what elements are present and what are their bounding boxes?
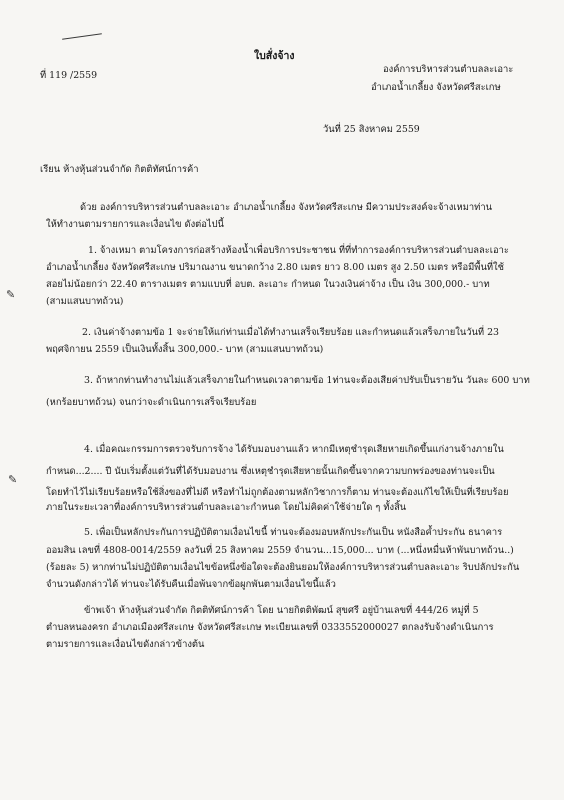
item-5-line: (ร้อยละ 5) หากท่านไม่ปฏิบัติตามเงื่อนไขข้อหนึ่งข้อใดจะต้องยินยอมให้องค์การบริหารส่วนตำบลละเอาะ ริบปลักประกัน <box>46 562 520 573</box>
item-1-line: อำเภอน้ำเกลี้ยง จังหวัดศรีสะเกษ ปริมาณงาน ขนาดกว้าง 2.80 เมตร ยาว 8.00 เมตร สูง 2.50 เมตร หรือมีพื้นที่ใช้ <box>46 262 504 273</box>
item-1-line: 1. จ้างเหมา ตามโครงการก่อสร้างห้องน้ำเพื่อบริการประชาชน ที่ที่ทำการองค์การบริหารส่วนตำบลละเอาะ <box>88 245 509 256</box>
closing-line: ข้าพเจ้า ห้างหุ้นส่วนจำกัด กิตติทัศน์การค้า โดย นายกิตติพัฒน์ สุขศรี อยู่บ้านเลขที่ 444/26 หมู่ที่ 5 <box>84 605 479 616</box>
item-5-line: 5. เพื่อเป็นหลักประกันการปฏิบัติตามเงื่อนไขนี้ ท่านจะต้องมอบหลักประกันเป็น หนังสือค้ำประกัน ธนาคาร <box>84 527 503 538</box>
item-2-line: 2. เงินค่าจ้างตามข้อ 1 จะจ่ายให้แก่ท่านเมื่อได้ทำงานเสร็จเรียบร้อย และกำหนดแล้วเสร็จภายในวันที่ 23 <box>82 327 500 338</box>
recipient: เรียน ห้างหุ้นส่วนจำกัด กิตติทัศน์การค้า <box>40 164 199 175</box>
item-3-line: (หกร้อยบาทถ้วน) จนกว่าจะดำเนินการเสร็จเรียบร้อย <box>46 397 257 408</box>
item-4-line: โดยทำไว้ไม่เรียบร้อยหรือใช้สิ่งของที่ไม่ดี หรือทำไม่ถูกต้องตามหลักวิชาการก็ตาม ท่านจะต้องแก้ไขให้เป็นที่เรียบร้อย <box>46 487 509 498</box>
organization-address: อำเภอน้ำเกลี้ยง จังหวัดศรีสะเกษ <box>371 82 501 93</box>
scan-blot: ✎ <box>6 288 16 301</box>
intro-line: ให้ทำงานตามรายการและเงื่อนไข ดังต่อไปนี้ <box>46 219 224 230</box>
scan-mark <box>62 33 102 40</box>
document-title: ใบสั่งจ้าง <box>254 50 295 62</box>
item-5-line: ออมสิน เลขที่ 4808-0014/2559 ลงวันที่ 25 สิงหาคม 2559 จำนวน...15,000... บาท (...หนึ่งหมื่นห้าพันบาทถ้วน..) <box>46 545 514 556</box>
item-4-line: 4. เมื่อคณะกรรมการตรวจรับการจ้าง ได้รับมอบงานแล้ว หากมีเหตุชำรุดเสียหายเกิดขึ้นแก่งานจ้างภายใน <box>84 444 504 455</box>
intro-line: ด้วย องค์การบริหารส่วนตำบลละเอาะ อำเภอน้ำเกลี้ยง จังหวัดศรีสะเกษ มีความประสงค์จะจ้างเหมาท่าน <box>80 202 493 213</box>
reference-number: ที่ 119 /2559 <box>40 70 98 81</box>
closing-line: ตามรายการและเงื่อนไขดังกล่าวข้างต้น <box>46 639 205 650</box>
item-4-line: ภายในระยะเวลาที่องค์การบริหารส่วนตำบลละเอาะกำหนด โดยไม่คิดค่าใช้จ่ายใด ๆ ทั้งสิ้น <box>46 502 407 513</box>
closing-line: ตำบลหนองครก อำเภอเมืองศรีสะเกษ จังหวัดศรีสะเกษ ทะเบียนเลขที่ 0333552000027 ตกลงรับจ้างดำเนินการ <box>46 622 494 633</box>
item-4-line: กำหนด...2.... ปี นับเริ่มตั้งแต่วันที่ได้รับมอบงาน ซึ่งเหตุชำรุดเสียหายนั้นเกิดขึ้นจากความบกพร่องของท่านจะเป็น <box>46 466 495 477</box>
item-1-line: สอยไม่น้อยกว่า 22.40 ตารางเมตร ตามแบบที่ อบต. ละเอาะ กำหนด ในวงเงินค่าจ้าง เป็น เงิน 300,000.- บาท <box>46 279 490 290</box>
item-2-line: พฤศจิกายน 2559 เป็นเงินทั้งสิ้น 300,000.- บาท (สามแสนบาทถ้วน) <box>46 344 324 355</box>
item-3-line: 3. ถ้าหากท่านทำงานไม่แล้วเสร็จภายในกำหนดเวลาตามข้อ 1ท่านจะต้องเสียค่าปรับเป็นรายวัน วันละ 600 บาท <box>84 375 530 386</box>
item-1-line: (สามแสนบาทถ้วน) <box>46 296 124 307</box>
document-date: วันที่ 25 สิงหาคม 2559 <box>323 124 420 135</box>
item-5-line: จำนวนดังกล่าวได้ ท่านจะได้รับคืนเมื่อพ้นจากข้อผูกพันตามเงื่อนไขนี้แล้ว <box>46 579 336 590</box>
scan-blot: ✎ <box>8 473 18 486</box>
organization-name: องค์การบริหารส่วนตำบลละเอาะ <box>383 64 514 75</box>
